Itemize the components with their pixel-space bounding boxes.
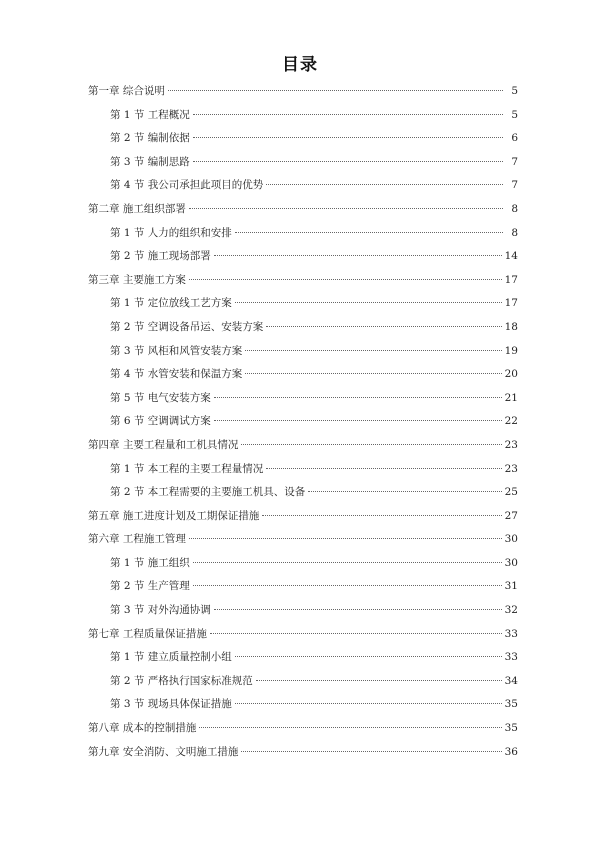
dot-leader — [210, 633, 502, 634]
toc-entry-label: 第 4 节 我公司承担此项目的优势 — [110, 179, 264, 192]
toc-entry-label: 第 3 节 编制思路 — [110, 155, 190, 168]
toc-entry-page-number: 8 — [511, 226, 518, 239]
dot-leader — [189, 208, 503, 209]
dot-leader — [193, 137, 503, 138]
toc-entry-label: 第九章 安全消防、文明施工措施 — [88, 745, 239, 758]
toc-entry-label: 第八章 成本的控制措施 — [88, 722, 197, 735]
toc-entry-section[interactable] — [88, 481, 518, 505]
toc-entry-section[interactable] — [88, 458, 518, 482]
dot-leader — [193, 562, 502, 563]
toc-entry-section[interactable] — [88, 599, 518, 623]
toc-entry-section[interactable] — [88, 127, 518, 151]
dot-leader — [193, 114, 503, 115]
toc-entry-label: 第 2 节 生产管理 — [110, 580, 190, 593]
toc-entry-chapter[interactable] — [88, 623, 518, 647]
toc-entry-page-number: 20 — [504, 368, 518, 381]
toc-entry-chapter[interactable] — [88, 505, 518, 529]
toc-entry-section[interactable] — [88, 316, 518, 340]
dot-leader — [189, 279, 502, 280]
toc-entry-label: 第二章 施工组织部署 — [88, 202, 186, 215]
toc-entry-label: 第 2 节 严格执行国家标准规范 — [110, 674, 253, 687]
toc-entry-page-number: 32 — [504, 604, 518, 617]
toc-entry-section[interactable] — [88, 552, 518, 576]
toc-entry-page-number: 31 — [504, 580, 518, 593]
dot-leader — [241, 444, 501, 445]
toc-entry-label: 第 3 节 对外沟通协调 — [110, 604, 211, 617]
toc-entry-page-number: 17 — [504, 273, 518, 286]
toc-entry-chapter[interactable] — [88, 528, 518, 552]
toc-entry-section[interactable] — [88, 104, 518, 128]
dot-leader — [193, 585, 502, 586]
dot-leader — [235, 656, 502, 657]
table-of-contents — [88, 80, 518, 764]
toc-entry-label: 第 2 节 空调设备吊运、安装方案 — [110, 320, 264, 333]
toc-entry-label: 第五章 施工进度计划及工期保证措施 — [88, 509, 260, 522]
toc-entry-section[interactable] — [88, 174, 518, 198]
toc-entry-label: 第三章 主要施工方案 — [88, 273, 186, 286]
dot-leader — [168, 90, 503, 91]
toc-entry-chapter[interactable] — [88, 80, 518, 104]
toc-entry-label: 第 3 节 现场具体保证措施 — [110, 698, 232, 711]
toc-entry-label: 第 1 节 建立质量控制小组 — [110, 651, 232, 664]
toc-entry-page-number: 30 — [504, 556, 518, 569]
toc-entry-page-number: 25 — [504, 486, 518, 499]
toc-entry-label: 第 1 节 本工程的主要工程量情况 — [110, 462, 264, 475]
toc-entry-label: 第七章 工程质量保证措施 — [88, 627, 207, 640]
toc-entry-page-number: 22 — [504, 415, 518, 428]
toc-entry-page-number: 7 — [511, 179, 518, 192]
toc-entry-label: 第一章 综合说明 — [88, 85, 165, 97]
toc-entry-page-number: 7 — [511, 155, 518, 168]
dot-leader — [235, 302, 502, 303]
toc-entry-label: 第 3 节 风柜和风管安装方案 — [110, 344, 243, 357]
toc-entry-page-number: 23 — [504, 462, 518, 475]
dot-leader — [262, 515, 501, 516]
toc-entry-section[interactable] — [88, 245, 518, 269]
dot-leader — [245, 373, 501, 374]
toc-entry-page-number: 5 — [511, 108, 518, 121]
toc-entry-section[interactable] — [88, 693, 518, 717]
dot-leader — [214, 397, 502, 398]
dot-leader — [193, 161, 503, 162]
dot-leader — [214, 420, 502, 421]
toc-entry-chapter[interactable] — [88, 717, 518, 741]
toc-entry-page-number: 19 — [504, 344, 518, 357]
toc-entry-label: 第 4 节 水管安装和保温方案 — [110, 368, 243, 381]
toc-entry-label: 第 5 节 电气安装方案 — [110, 391, 211, 404]
toc-entry-page-number: 33 — [504, 627, 518, 640]
toc-entry-page-number: 21 — [504, 391, 518, 404]
toc-entry-page-number: 34 — [504, 674, 518, 687]
toc-entry-section[interactable] — [88, 575, 518, 599]
toc-entry-section[interactable] — [88, 222, 518, 246]
dot-leader — [245, 350, 501, 351]
toc-entry-page-number: 17 — [504, 297, 518, 310]
page-title: 目录 — [282, 55, 318, 75]
dot-leader — [266, 326, 501, 327]
toc-entry-page-number: 30 — [504, 533, 518, 546]
toc-entry-label: 第六章 工程施工管理 — [88, 533, 186, 546]
toc-entry-chapter[interactable] — [88, 434, 518, 458]
dot-leader — [266, 184, 503, 185]
toc-entry-label: 第 1 节 施工组织 — [110, 556, 190, 569]
toc-entry-chapter[interactable] — [88, 198, 518, 222]
toc-entry-label: 第 1 节 定位放线工艺方案 — [110, 297, 232, 310]
toc-entry-page-number: 6 — [511, 132, 518, 145]
dot-leader — [199, 727, 501, 728]
toc-entry-chapter[interactable] — [88, 741, 518, 765]
toc-entry-section[interactable] — [88, 151, 518, 175]
toc-entry-label: 第 2 节 本工程需要的主要施工机具、设备 — [110, 486, 306, 499]
dot-leader — [308, 491, 501, 492]
toc-entry-label: 第四章 主要工程量和工机具情况 — [88, 438, 239, 451]
toc-entry-page-number: 14 — [504, 250, 518, 263]
toc-entry-section[interactable] — [88, 387, 518, 411]
toc-entry-section[interactable] — [88, 646, 518, 670]
dot-leader — [235, 232, 503, 233]
toc-entry-section[interactable] — [88, 340, 518, 364]
toc-entry-section[interactable] — [88, 410, 518, 434]
toc-entry-label: 第 2 节 施工现场部署 — [110, 250, 211, 263]
toc-entry-page-number: 18 — [504, 320, 518, 333]
dot-leader — [241, 751, 501, 752]
toc-entry-page-number: 27 — [504, 509, 518, 522]
dot-leader — [214, 609, 502, 610]
toc-entry-section[interactable] — [88, 292, 518, 316]
toc-entry-label: 第 1 节 人力的组织和安排 — [110, 226, 232, 239]
toc-entry-page-number: 33 — [504, 651, 518, 664]
toc-entry-page-number: 35 — [504, 698, 518, 711]
toc-entry-page-number: 8 — [511, 202, 518, 215]
toc-entry-label: 第 2 节 编制依据 — [110, 132, 190, 145]
toc-entry-page-number: 36 — [504, 745, 518, 758]
dot-leader — [235, 703, 502, 704]
dot-leader — [256, 680, 502, 681]
dot-leader — [189, 538, 502, 539]
toc-entry-section[interactable] — [88, 670, 518, 694]
toc-entry-section[interactable] — [88, 363, 518, 387]
dot-leader — [214, 255, 502, 256]
toc-entry-page-number: 5 — [511, 85, 518, 97]
dot-leader — [266, 468, 501, 469]
toc-entry-label: 第 1 节 工程概况 — [110, 108, 190, 121]
toc-entry-chapter[interactable] — [88, 269, 518, 293]
toc-entry-page-number: 35 — [504, 722, 518, 735]
toc-entry-label: 第 6 节 空调调试方案 — [110, 415, 211, 428]
toc-entry-page-number: 23 — [504, 438, 518, 451]
